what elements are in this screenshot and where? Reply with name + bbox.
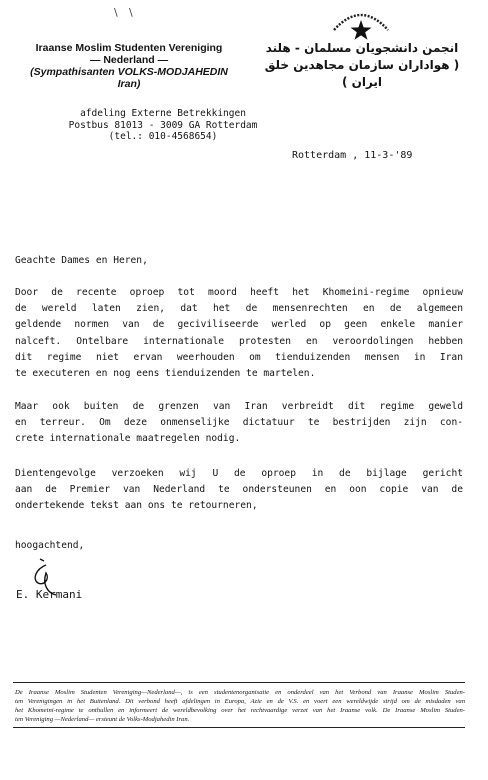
footer-line: het Khomeini-regime te onthullen en informeert de wereldbevolking over het rechtvaardige verzet van het Iraanse volk. De Iraanse Moslim Studen-	[15, 707, 465, 714]
letterhead-dutch	[24, 42, 234, 90]
text-line: aan de Premier van Nederland te ondersteunen en oon copie van de	[15, 484, 463, 496]
org-name-farsi: انجمن دانشجویان مسلمان - هلند	[265, 41, 459, 55]
text-line: Door de recente oproep tot moord heeft het Khomeini-regime opnieuw	[15, 287, 463, 298]
closing: hoogachtend,	[15, 540, 85, 551]
org-subtitle: — Nederland —	[89, 54, 169, 66]
text-line: nalceft. Ontelbare internationale protesten en veroordolingen hebben	[15, 335, 463, 347]
scan-mark: \	[129, 6, 133, 19]
text-line: te executeren en nog eens tienduizenden te martelen.	[15, 368, 316, 380]
scan-mark: \	[114, 6, 118, 19]
footer-line: De Iraanse Moslim Studenten Vereniging—Nederland—, is een studentenorganisatie en onderdeel van het Verbond van Iraanse Moslim Studen-	[15, 689, 465, 696]
org-sympathisers-farsi: ( هواداران سازمان مجاهدین خلق ایران )	[264, 58, 460, 89]
text-line: de wereld laten zien, dat het de mensenrechten en de algemeen	[15, 303, 463, 315]
text-line: crete internationale maatregelen nodig.	[15, 433, 241, 445]
footer-line: ten Verenigingen in het Buitenland. Dit verbond heeft afdelingen in Europa, Azie en de V.S. en voert een wereldwijde strijd om de misdaden van	[15, 698, 465, 705]
text-line: en terreur. Om deze onmenselijke dictatuur te bestrijden zijn con-	[15, 417, 463, 429]
org-sympathisers: (Sympathisanten VOLKS-MODJAHEDIN Iran)	[30, 66, 228, 90]
sender-address	[68, 108, 258, 143]
text-line: dit regime niet ervan weerhouden om tienduizenden mensen in Iran	[15, 351, 463, 363]
paragraph-2	[15, 399, 463, 448]
letter-date: Rotterdam , 11-3-'89	[292, 150, 413, 161]
footer-line: ten Vereniging —Nederland— ersteunt de Volks-Modjahedin Iran.	[15, 716, 190, 723]
text-line: geldende normen van de geciviliseerde werled op geen enkele manier	[15, 319, 463, 331]
paragraph-1	[15, 285, 463, 382]
address-telephone: (tel.: 010-4568654)	[108, 131, 218, 142]
address-postbus: Postbus 81013 - 3009 GA Rotterdam	[68, 119, 258, 131]
text-line: Maar ook buiten de grenzen van Iran verbreidt dit regime geweld	[15, 401, 463, 412]
star-emblem-icon	[326, 8, 396, 44]
footer-rule-bottom	[13, 727, 465, 728]
signer-name: E. Kermani	[16, 588, 83, 601]
paragraph-3	[15, 466, 463, 515]
text-line: Dientengevolge verzoeken wij U de oproep in de bijlage gericht	[15, 468, 463, 479]
footer-note	[15, 688, 465, 724]
letterhead-farsi	[262, 40, 462, 91]
address-department: afdeling Externe Betrekkingen	[80, 108, 246, 119]
footer-rule-top	[13, 682, 465, 683]
salutation: Geachte Dames en Heren,	[15, 255, 148, 266]
text-line: ondertekende tekst aan ons te retourneren,	[15, 500, 258, 512]
org-name: Iraanse Moslim Studenten Vereniging	[35, 42, 223, 54]
